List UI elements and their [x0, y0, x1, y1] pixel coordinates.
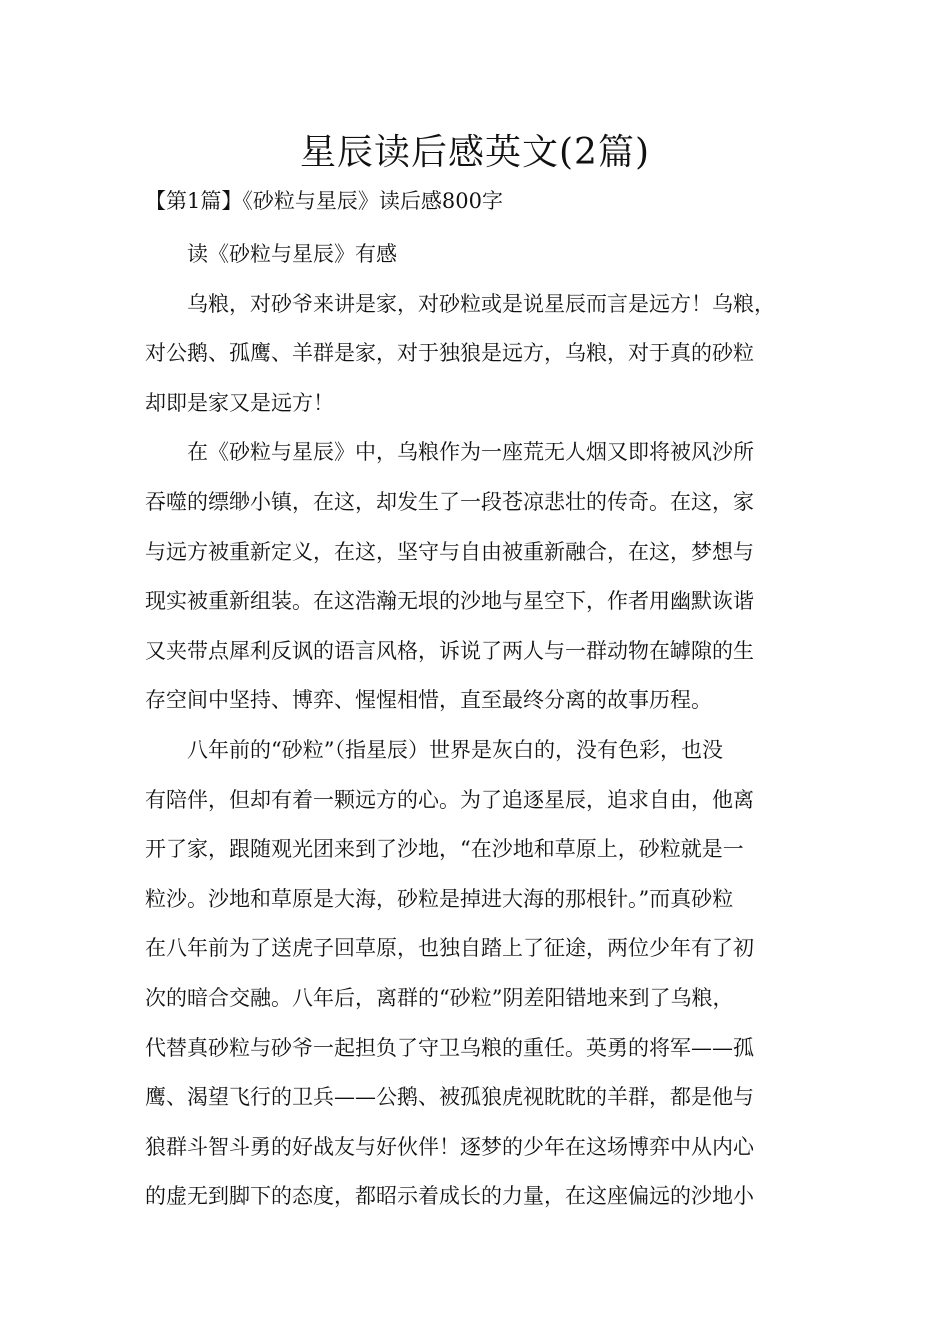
- paragraph-1: 乌粮，对砂爷来讲是家，对砂粒或是说星辰而言是远方！乌粮， 对公鹅、孤鹰、羊群是家，对于独狼是远方，乌粮，对于真的砂粒 却即是家又是远方！: [145, 291, 775, 415]
- paragraph-2: 在《砂粒与星辰》中，乌粮作为一座荒无人烟又即将被风沙所 吞噬的缥缈小镇，在这，却发生了一段苍凉悲壮的传奇。在这，家 与远方被重新定义，在这，坚守与自由被重新融合，在这，梦想与 现实被重新组装。在这浩瀚无垠的沙地与星空下，作者用幽默诙谐 又夹带点犀利反讽的语言风格，诉说了两人与一群动物在罅隙的生 存空间中坚持、博弈、惺惺相惜，直至最终分离的故事历程。: [145, 440, 754, 713]
- paragraph-3: 八年前的“砂粒”（指星辰）世界是灰白的，没有色彩，也没 有陪伴，但却有着一颗远方的心。为了追逐星辰，追求自由，他离 开了家，跟随观光团来到了沙地，“在沙地和草原上，砂粒就是一 粒沙。沙地和草原是大海，砂粒是掉进大海的那根针。”而真砂粒 在八年前为了送虎子回草原，也独自踏上了征途，两位少年有了初 次的暗合交融。八年后，离群的“砂粒”阴差阳错地来到了乌粮， 代替真砂粒与砂爷一起担负了守卫乌粮的重任。英勇的将军——孤 鹰、渴望飞行的卫兵——公鹅、被孤狼虎视眈眈的羊群，都是他与 狼群斗智斗勇的好战友与好伙伴！逐梦的少年在这场博弈中从内心 的虚无到脚下的态度，都昭示着成长的力量，在这座偏远的沙地小: [145, 737, 754, 1209]
- section-heading: 【第1篇】《砂粒与星辰》读后感800字: [145, 189, 503, 213]
- body-text: [145, 230, 825, 1222]
- paragraph-subtitle: 读《砂粒与星辰》有感: [187, 242, 397, 266]
- page-title: 星辰读后感英文(2篇): [300, 132, 650, 173]
